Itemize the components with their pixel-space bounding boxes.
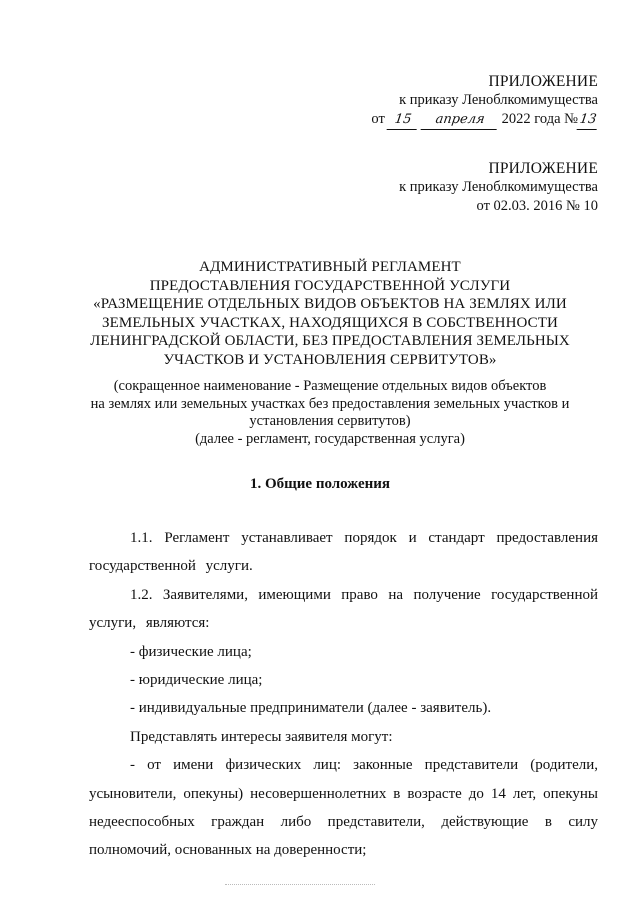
regulation-title — [60, 258, 600, 369]
appendix-title: ПРИЛОЖЕНИЕ — [488, 73, 598, 90]
date-prefix: от — [371, 111, 385, 127]
title-line: ЛЕНИНГРАДСКОЙ ОБЛАСТИ, БЕЗ ПРЕДОСТАВЛЕНИЯ ЗЕМЕЛЬНЫХ — [90, 333, 570, 349]
date-year-text: 2022 года № — [501, 111, 578, 127]
title-line: ЗЕМЕЛЬНЫХ УЧАСТКАХ, НАХОДЯЩИХСЯ В СОБСТВЕННОСТИ — [102, 314, 558, 331]
page-edge-mark — [225, 884, 375, 886]
representatives-list-item: - от имени физических лиц: законные представители (родители, усыновители, опекуны) несовершеннолетних в возрасте до 14 лет, опекуны недееспособных граждан либо представители, действующие в силу полномочий, основанных на доверенности; — [89, 757, 598, 859]
short-name-line: (далее - регламент, государственная услуга) — [195, 430, 465, 447]
appendix-order-line: к приказу Леноблкомимущества — [399, 179, 598, 195]
short-name-line: установления сервитутов) — [249, 413, 411, 429]
appendix-date-line — [371, 110, 598, 130]
title-line: «РАЗМЕЩЕНИЕ ОТДЕЛЬНЫХ ВИДОВ ОБЪЕКТОВ НА ЗЕМЛЯХ ИЛИ — [93, 296, 567, 312]
paragraph-1-1: 1.1. Регламент устанавливает порядок и стандарт предоставления государственной услуги. — [89, 530, 598, 575]
title-line: АДМИНИСТРАТИВНЫЙ РЕГЛАМЕНТ — [199, 259, 461, 275]
appendix-header-original — [399, 159, 598, 216]
document-body — [89, 524, 598, 865]
appendix-title: ПРИЛОЖЕНИЕ — [488, 160, 598, 177]
paragraph-1-2: 1.2. Заявителями, имеющими право на получение государственной услуги, являются: — [89, 586, 598, 632]
handwritten-order-number: 13 — [577, 110, 600, 130]
appendix-order-line: к приказу Леноблкомимущества — [399, 92, 598, 108]
handwritten-month: апреля — [421, 110, 500, 130]
title-line: УЧАСТКОВ И УСТАНОВЛЕНИЯ СЕРВИТУТОВ» — [163, 351, 497, 368]
short-name-line: на землях или земельных участках без предоставления земельных участков и — [90, 395, 570, 412]
title-line: ПРЕДОСТАВЛЕНИЯ ГОСУДАРСТВЕННОЙ УСЛУГИ — [149, 277, 511, 294]
list-item: - юридические лица; — [130, 672, 263, 689]
appendix-header-current — [371, 72, 598, 130]
paragraph-representatives: Представлять интересы заявителя могут: — [130, 728, 393, 745]
section-heading: 1. Общие положения — [249, 476, 391, 492]
short-name-line: (сокращенное наименование - Размещение отдельных видов объектов — [113, 378, 547, 394]
appendix-date-line: от 02.03. 2016 № 10 — [476, 198, 598, 214]
handwritten-day: 15 — [387, 110, 420, 130]
list-item: - физические лица; — [130, 643, 252, 660]
short-name-block — [50, 378, 610, 448]
list-item: - индивидуальные предприниматели (далее - заявитель). — [130, 700, 492, 717]
